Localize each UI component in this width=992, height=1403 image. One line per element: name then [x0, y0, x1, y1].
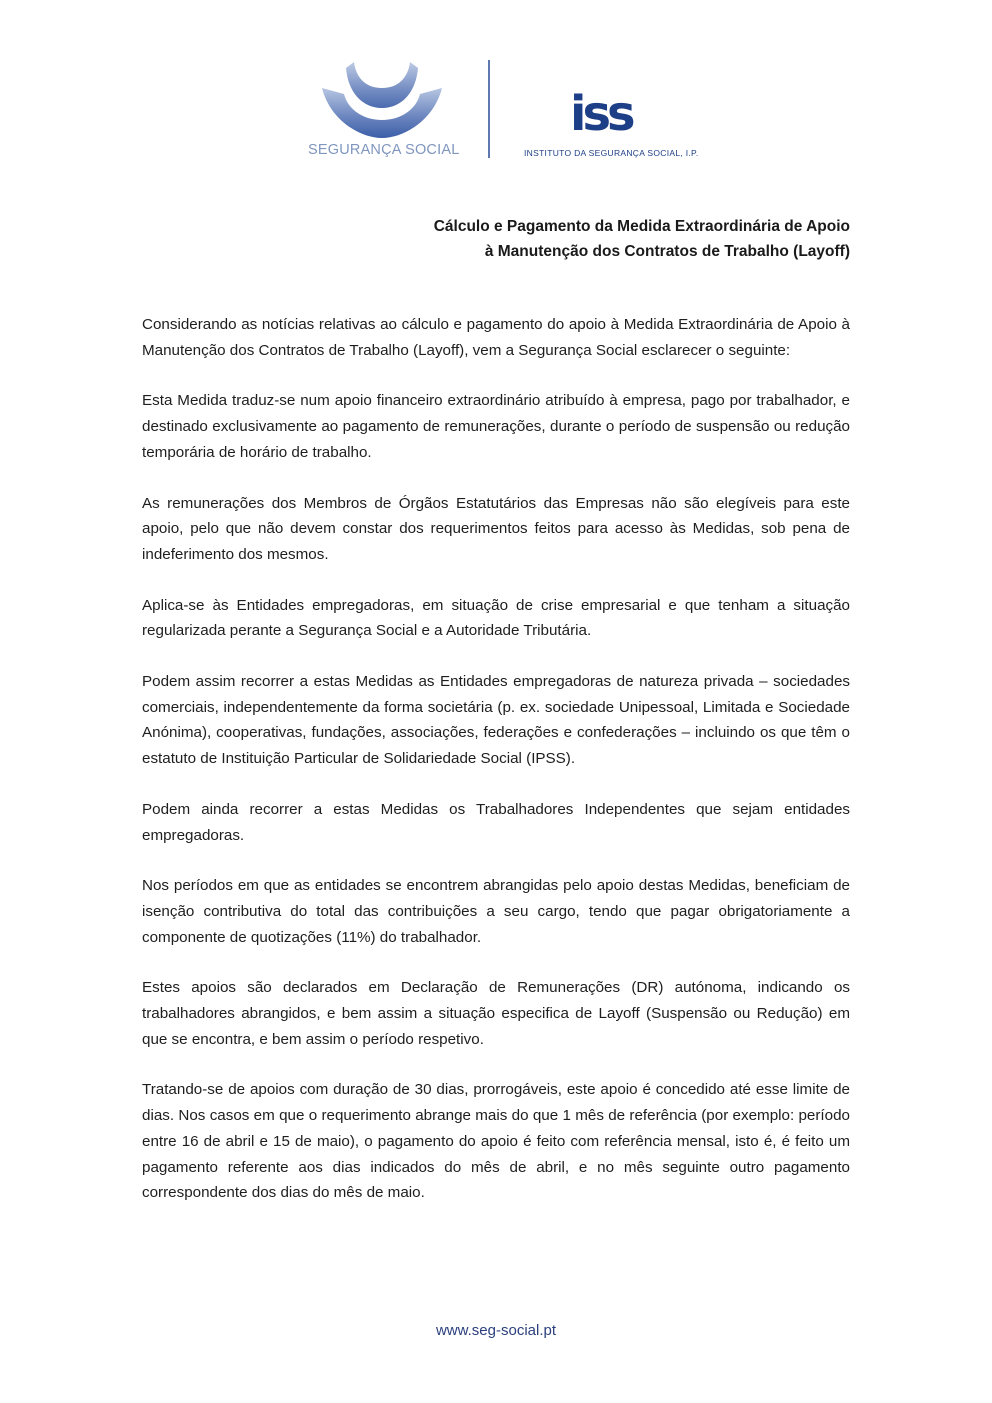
- document-body: [142, 312, 850, 1231]
- document-title: [140, 214, 850, 264]
- footer-url[interactable]: www.seg-social.pt: [435, 1322, 557, 1339]
- iss-logo: [520, 76, 699, 166]
- paragraph: Nos períodos em que as entidades se encontrem abrangidas pelo apoio destas Medidas, beneficiam de isenção contributiva do total das contribuições a seu cargo, tendo que pagar obrigatoriamente a componente de quotizações (11%) do trabalhador.: [142, 877, 850, 946]
- seguranca-social-logo-text: SEGURANÇA SOCIAL: [308, 142, 460, 158]
- paragraph: Podem assim recorrer a estas Medidas as Entidades empregadoras de natureza privada – sociedades comerciais, independentemente da forma societária (p. ex. sociedade Unipessoal, Limitada e Sociedade Anónima), cooperativas, fundações, associações, federações e confederações – incluindo os que têm o estatuto de Instituição Particular de Solidariedade Social (IPSS).: [142, 673, 850, 768]
- paragraph: Tratando-se de apoios com duração de 30 dias, prorrogáveis, este apoio é concedido até esse limite de dias. Nos casos em que o requerimento abrange mais do que 1 mês de referência (por exemplo: período entre 16 de abril e 15 de maio), o pagamento do apoio é feito com referência mensal, isto é, é feito um pagamento referente aos dias indicados do mês de abril, e no mês seguinte outro pagamento correspondente dos dias do mês de maio.: [142, 1081, 850, 1202]
- iss-logo-text: INSTITUTO DA SEGURANÇA SOCIAL, I.P.: [524, 148, 699, 158]
- page-header: [308, 58, 699, 168]
- seguranca-social-logo: [308, 58, 458, 168]
- paragraph: Podem ainda recorrer a estas Medidas os Trabalhadores Independentes que sejam entidades empregadoras.: [142, 800, 850, 844]
- iss-mark-text: iss: [570, 86, 632, 138]
- logo-divider: [488, 60, 490, 158]
- paragraph: As remunerações dos Membros de Órgãos Estatutários das Empresas não são elegíveis para este apoio, pelo que não devem constar dos requerimentos feitos para acesso às Medidas, sob pena de indeferimento dos mesmos.: [142, 494, 850, 563]
- document-title-line-1: Cálculo e Pagamento da Medida Extraordinária de Apoio: [433, 218, 850, 235]
- paragraph: Estes apoios são declarados em Declaração de Remunerações (DR) autónoma, indicando os trabalhadores abrangidos, e bem assim a situação especifica de Layoff (Suspensão ou Redução) em que se encontra, e bem assim o período respetivo.: [142, 979, 850, 1048]
- document-title-line-2: à Manutenção dos Contratos de Trabalho (Layoff): [484, 243, 850, 260]
- iss-mark-icon: [570, 76, 640, 138]
- paragraph: Esta Medida traduz-se num apoio financeiro extraordinário atribuído à empresa, pago por trabalhador, e destinado exclusivamente ao pagamento de remunerações, durante o período de suspensão ou redução temporária de horário de trabalho.: [142, 392, 850, 461]
- paragraph: Considerando as notícias relativas ao cálculo e pagamento do apoio à Medida Extraordinária de Apoio à Manutenção dos Contratos de Trabalho (Layoff), vem a Segurança Social esclarecer o seguinte:: [142, 316, 850, 359]
- paragraph: Aplica-se às Entidades empregadoras, em situação de crise empresarial e que tenham a situação regularizada perante a Segurança Social e a Autoridade Tributária.: [142, 596, 850, 640]
- seguranca-social-emblem-icon: [320, 58, 444, 140]
